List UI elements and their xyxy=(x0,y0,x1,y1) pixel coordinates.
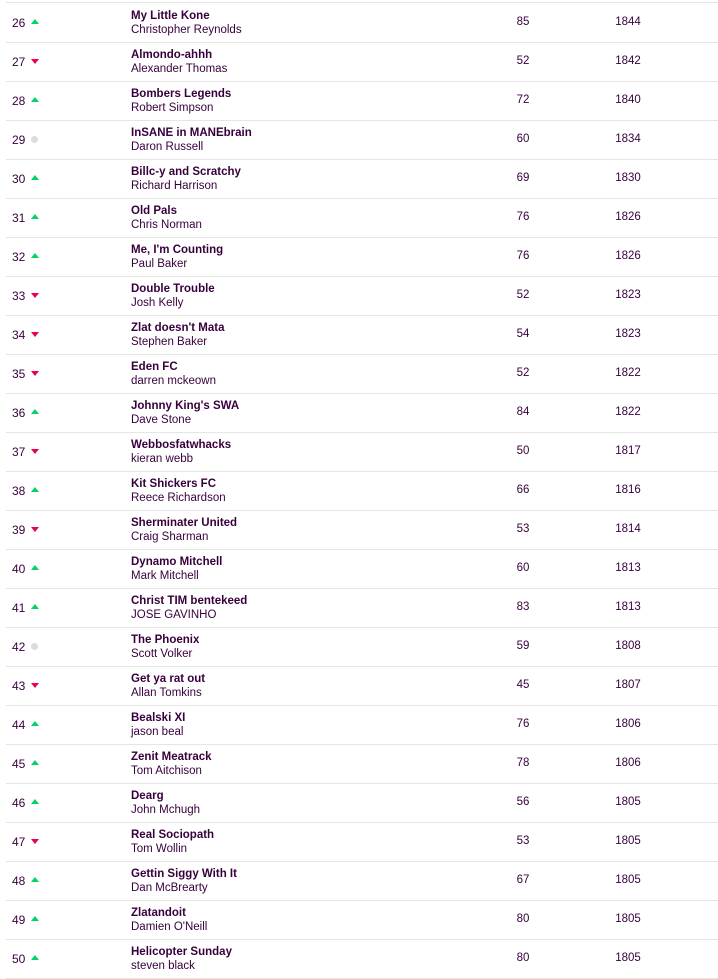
table-row[interactable] xyxy=(6,744,718,784)
total-points: 1826 xyxy=(615,211,641,223)
rank-unchanged-icon xyxy=(31,136,38,143)
table-row[interactable] xyxy=(6,510,718,550)
rank-down-icon xyxy=(31,293,39,298)
manager-name: Tom Wollin xyxy=(131,843,188,855)
total-points: 1806 xyxy=(615,757,641,769)
manager-name: Scott Volker xyxy=(131,648,193,660)
total-points: 1844 xyxy=(615,16,641,28)
total-points: 1813 xyxy=(615,562,641,574)
manager-name: steven black xyxy=(131,960,195,972)
rank-up-icon xyxy=(31,955,39,960)
table-row[interactable] xyxy=(6,822,718,862)
gameweek-points: 56 xyxy=(516,796,530,808)
team-name-link[interactable]: Me, I'm Counting xyxy=(131,244,224,256)
team-name-link[interactable]: Old Pals xyxy=(131,205,178,217)
rank-up-icon xyxy=(31,721,39,726)
table-row[interactable] xyxy=(6,627,718,667)
table-row[interactable] xyxy=(6,276,718,316)
gameweek-points: 60 xyxy=(516,562,530,574)
rank-up-icon xyxy=(31,565,39,570)
gameweek-points: 60 xyxy=(516,133,530,145)
manager-name: Alexander Thomas xyxy=(131,63,228,75)
rank-up-icon xyxy=(31,487,39,492)
team-name-link[interactable]: Almondo-ahhh xyxy=(131,49,213,61)
rank-number: 33 xyxy=(12,289,26,303)
manager-name: Paul Baker xyxy=(131,258,188,270)
rank-number: 26 xyxy=(12,16,26,30)
rank-number: 27 xyxy=(12,55,26,69)
rank-down-icon xyxy=(31,332,39,337)
rank-up-icon xyxy=(31,409,39,414)
rank-number: 38 xyxy=(12,484,26,498)
table-row[interactable] xyxy=(6,3,718,43)
rank-number: 49 xyxy=(12,913,26,927)
table-row[interactable] xyxy=(6,198,718,238)
manager-name: Stephen Baker xyxy=(131,336,208,348)
rank-number: 36 xyxy=(12,406,26,420)
total-points: 1814 xyxy=(615,523,641,535)
team-name-link[interactable]: Double Trouble xyxy=(131,283,215,295)
team-name-link[interactable]: Helicopter Sunday xyxy=(131,946,232,958)
table-row[interactable] xyxy=(6,939,718,979)
gameweek-points: 84 xyxy=(516,406,530,418)
team-name-link[interactable]: Zenit Meatrack xyxy=(131,751,212,763)
team-name-link[interactable]: Eden FC xyxy=(131,361,178,373)
manager-name: Dave Stone xyxy=(131,414,192,426)
manager-name: Chris Norman xyxy=(131,219,202,231)
team-name-link[interactable]: Dynamo Mitchell xyxy=(131,556,223,568)
rank-number: 46 xyxy=(12,796,26,810)
team-name-link[interactable]: Dearg xyxy=(131,790,164,802)
rank-up-icon xyxy=(31,253,39,258)
manager-name: Daron Russell xyxy=(131,141,204,153)
total-points: 1822 xyxy=(615,406,641,418)
rank-down-icon xyxy=(31,449,39,454)
rank-unchanged-icon xyxy=(31,643,38,650)
rank-number: 47 xyxy=(12,835,26,849)
gameweek-points: 69 xyxy=(516,172,530,184)
team-name-link[interactable]: Real Sociopath xyxy=(131,829,215,841)
rank-down-icon xyxy=(31,527,39,532)
total-points: 1805 xyxy=(615,796,641,808)
total-points: 1823 xyxy=(615,289,641,301)
rank-number: 44 xyxy=(12,718,26,732)
team-name-link[interactable]: Zlat doesn't Mata xyxy=(131,322,225,334)
total-points: 1816 xyxy=(615,484,641,496)
manager-name: Reece Richardson xyxy=(131,492,226,504)
rank-number: 39 xyxy=(12,523,26,537)
team-name-link[interactable]: The Phoenix xyxy=(131,634,200,646)
table-row[interactable] xyxy=(6,588,718,628)
team-name-link[interactable]: Get ya rat out xyxy=(131,673,206,685)
rank-up-icon xyxy=(31,97,39,102)
manager-name: Richard Harrison xyxy=(131,180,218,192)
table-row[interactable] xyxy=(6,432,718,472)
table-row[interactable] xyxy=(6,81,718,121)
manager-name: John Mchugh xyxy=(131,804,201,816)
table-row[interactable] xyxy=(6,471,718,511)
table-row[interactable] xyxy=(6,549,718,589)
manager-name: Tom Aitchison xyxy=(131,765,202,777)
gameweek-points: 50 xyxy=(516,445,530,457)
rank-number: 30 xyxy=(12,172,26,186)
total-points: 1805 xyxy=(615,835,641,847)
team-name-link[interactable]: Bealski XI xyxy=(131,712,186,724)
total-points: 1806 xyxy=(615,718,641,730)
gameweek-points: 80 xyxy=(516,952,530,964)
table-row[interactable] xyxy=(6,237,718,277)
gameweek-points: 83 xyxy=(516,601,530,613)
rank-up-icon xyxy=(31,604,39,609)
rank-number: 31 xyxy=(12,211,26,225)
rank-up-icon xyxy=(31,877,39,882)
manager-name: darren mckeown xyxy=(131,375,217,387)
rank-up-icon xyxy=(31,760,39,765)
rank-number: 29 xyxy=(12,133,26,147)
team-name-link[interactable]: Zlatandoit xyxy=(131,907,186,919)
manager-name: kieran webb xyxy=(131,453,194,465)
table-row[interactable] xyxy=(6,120,718,160)
team-name-link[interactable]: InSANE in MANEbrain xyxy=(131,127,252,139)
team-name-link[interactable]: Kit Shickers FC xyxy=(131,478,216,490)
table-row[interactable] xyxy=(6,42,718,82)
rank-number: 34 xyxy=(12,328,26,342)
manager-name: jason beal xyxy=(131,726,184,738)
total-points: 1807 xyxy=(615,679,641,691)
manager-name: Josh Kelly xyxy=(131,297,184,309)
rank-down-icon xyxy=(31,839,39,844)
gameweek-points: 78 xyxy=(516,757,530,769)
manager-name: Allan Tomkins xyxy=(131,687,202,699)
manager-name: Christopher Reynolds xyxy=(131,24,242,36)
total-points: 1805 xyxy=(615,952,641,964)
rank-number: 40 xyxy=(12,562,26,576)
team-name-link[interactable]: My Little Kone xyxy=(131,10,210,22)
gameweek-points: 53 xyxy=(516,835,530,847)
team-name-link[interactable]: Bombers Legends xyxy=(131,88,232,100)
team-name-link[interactable]: Johnny King's SWA xyxy=(131,400,240,412)
gameweek-points: 52 xyxy=(516,289,530,301)
rank-number: 42 xyxy=(12,640,26,654)
rank-number: 45 xyxy=(12,757,26,771)
rank-up-icon xyxy=(31,214,39,219)
team-name-link[interactable]: Webbosfatwhacks xyxy=(131,439,232,451)
manager-name: Robert Simpson xyxy=(131,102,214,114)
table-row[interactable] xyxy=(6,900,718,940)
rank-number: 28 xyxy=(12,94,26,108)
gameweek-points: 76 xyxy=(516,211,530,223)
team-name-link[interactable]: Sherminater United xyxy=(131,517,238,529)
gameweek-points: 54 xyxy=(516,328,530,340)
gameweek-points: 53 xyxy=(516,523,530,535)
table-row[interactable] xyxy=(6,705,718,745)
table-row[interactable] xyxy=(6,393,718,433)
manager-name: Dan McBrearty xyxy=(131,882,208,894)
total-points: 1813 xyxy=(615,601,641,613)
rank-number: 48 xyxy=(12,874,26,888)
team-name-link[interactable]: Christ TIM bentekeed xyxy=(131,595,248,607)
gameweek-points: 52 xyxy=(516,55,530,67)
rank-number: 43 xyxy=(12,679,26,693)
gameweek-points: 52 xyxy=(516,367,530,379)
rank-down-icon xyxy=(31,683,39,688)
rank-up-icon xyxy=(31,175,39,180)
gameweek-points: 59 xyxy=(516,640,530,652)
gameweek-points: 85 xyxy=(516,16,530,28)
manager-name: Damien O'Neill xyxy=(131,921,208,933)
team-name-link[interactable]: Gettin Siggy With It xyxy=(131,868,237,880)
rank-number: 32 xyxy=(12,250,26,264)
total-points: 1808 xyxy=(615,640,641,652)
rank-number: 35 xyxy=(12,367,26,381)
total-points: 1840 xyxy=(615,94,641,106)
manager-name: JOSE GAVINHO xyxy=(131,609,217,621)
rank-down-icon xyxy=(31,371,39,376)
gameweek-points: 76 xyxy=(516,718,530,730)
gameweek-points: 76 xyxy=(516,250,530,262)
gameweek-points: 45 xyxy=(516,679,530,691)
total-points: 1842 xyxy=(615,55,641,67)
table-row[interactable] xyxy=(6,666,718,706)
rank-number: 41 xyxy=(12,601,26,615)
manager-name: Craig Sharman xyxy=(131,531,209,543)
total-points: 1817 xyxy=(615,445,641,457)
rank-up-icon xyxy=(31,916,39,921)
gameweek-points: 66 xyxy=(516,484,530,496)
table-row[interactable] xyxy=(6,159,718,199)
rank-number: 50 xyxy=(12,952,26,966)
rank-up-icon xyxy=(31,799,39,804)
rank-down-icon xyxy=(31,59,39,64)
table-row[interactable] xyxy=(6,354,718,394)
rank-up-icon xyxy=(31,19,39,24)
total-points: 1830 xyxy=(615,172,641,184)
gameweek-points: 72 xyxy=(516,94,530,106)
total-points: 1834 xyxy=(615,133,641,145)
table-row[interactable] xyxy=(6,783,718,823)
total-points: 1823 xyxy=(615,328,641,340)
total-points: 1805 xyxy=(615,913,641,925)
gameweek-points: 67 xyxy=(516,874,530,886)
team-name-link[interactable]: Billc-y and Scratchy xyxy=(131,166,241,178)
rank-number: 37 xyxy=(12,445,26,459)
total-points: 1822 xyxy=(615,367,641,379)
total-points: 1805 xyxy=(615,874,641,886)
total-points: 1826 xyxy=(615,250,641,262)
table-row[interactable] xyxy=(6,861,718,901)
table-row[interactable] xyxy=(6,315,718,355)
gameweek-points: 80 xyxy=(516,913,530,925)
manager-name: Mark Mitchell xyxy=(131,570,199,582)
